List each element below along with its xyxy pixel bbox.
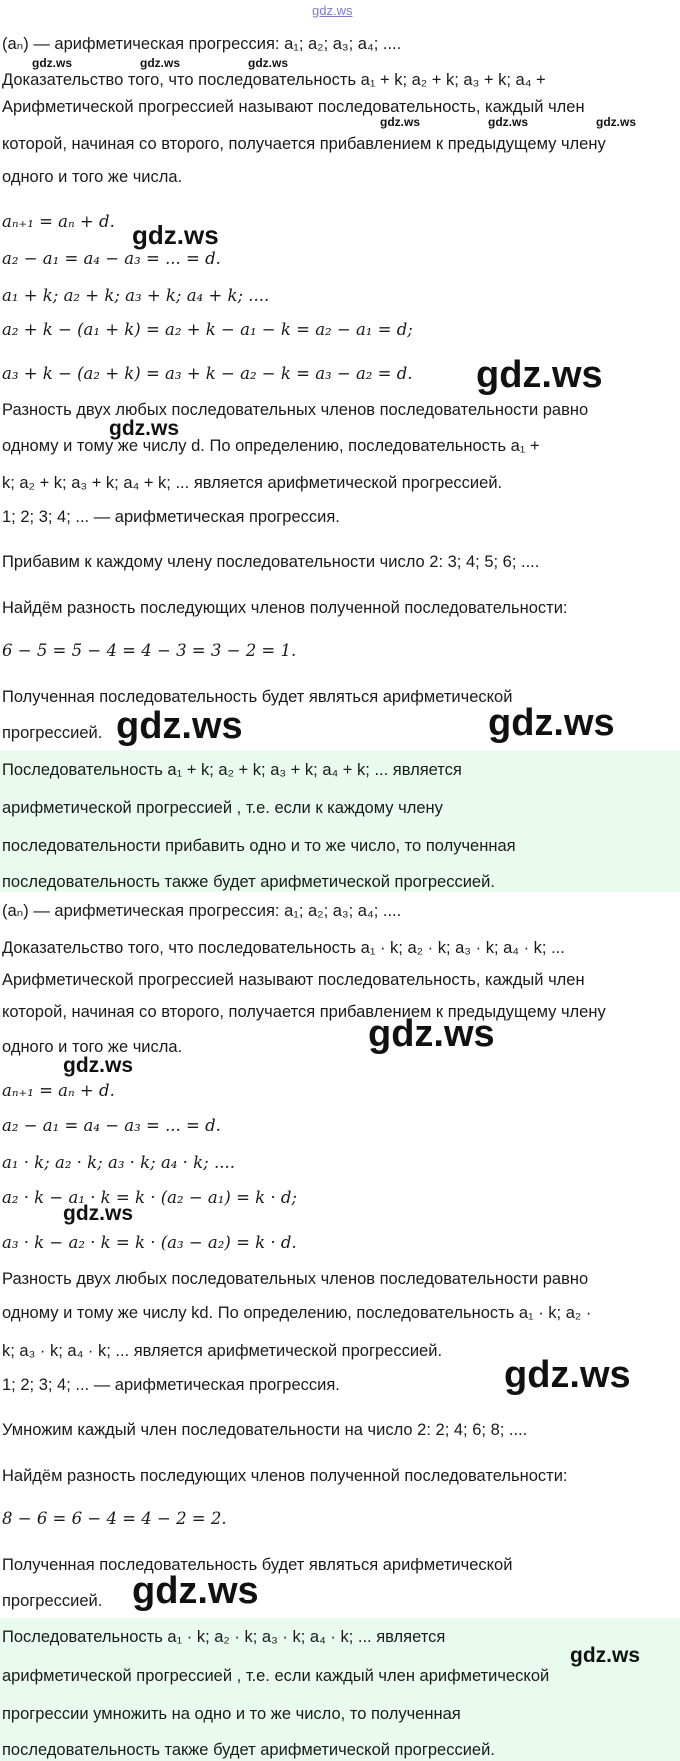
watermark-medium: gdz.ws [63,1054,134,1077]
watermark-large: gdz.ws [488,702,615,744]
watermark-small: gdz.ws [596,115,637,129]
watermark-large: gdz.ws [476,354,603,396]
part2-line-18: Полученная последовательность будет являться арифметической [2,1556,513,1574]
part2-line-16: Найдём разность последующих членов полученной последовательности: [2,1467,568,1485]
part2-formula-1: aₙ₊₁ = aₙ + d. [2,1081,115,1100]
part2-line-11: Разность двух любых последовательных членов последовательности равно [2,1270,589,1288]
part1-formula-3: a₁ + k; a₂ + k; a₃ + k; a₄ + k; .... [2,286,270,305]
watermark-medium: gdz.ws [570,1644,641,1667]
watermark-medium: gdz.ws [109,417,180,440]
part2-formula-4: a₂ · k − a₁ · k = k · (a₂ − a₁) = k · d; [2,1188,297,1207]
part2-conclusion-2: арифметической прогрессией , т.е. если каждый член арифметической [2,1667,550,1685]
part2-line-19: прогрессией. [2,1592,103,1610]
part2-line-15: Умножим каждый член последовательности на число 2: 2; 4; 6; 8; .... [2,1421,528,1439]
watermark-medium: gdz.ws [63,1202,134,1225]
watermark-small: gdz.ws [140,56,181,70]
watermark-large: gdz.ws [116,705,243,747]
watermark-top: gdz.ws [312,3,353,18]
part1-formula-4: a₂ + k − (a₁ + k) = a₂ + k − a₁ − k = a₂ − a₁ = d; [2,320,413,339]
part1-line-16: Найдём разность последующих членов полученной последовательности: [2,599,568,617]
part1-conclusion-2: арифметической прогрессией , т.е. если к каждому члену [2,799,443,817]
part2-formula-2: a₂ − a₁ = a₄ − a₃ = ... = d. [2,1116,221,1135]
part2-line-12: одному и тому же числу kd. По определению, последовательность a₁ · k; a₂ · [2,1304,592,1322]
part2-line-5: одного и того же числа. [2,1038,183,1056]
watermark-small: gdz.ws [380,115,421,129]
part2-line-1: (aₙ) — арифметическая прогрессия: a₁; a₂; a₃; a₄; .... [2,902,402,920]
part1-line-19: прогрессией. [2,724,103,742]
part1-conclusion-3: последовательности прибавить одно и то же число, то полученная [2,837,516,855]
part1-line-14: 1; 2; 3; 4; ... — арифметическая прогрессия. [2,508,340,526]
part1-line-18: Полученная последовательность будет являться арифметической [2,688,513,706]
watermark-small: gdz.ws [248,56,289,70]
watermark-small: gdz.ws [488,115,529,129]
part1-line-15: Прибавим к каждому члену последовательности число 2: 3; 4; 5; 6; .... [2,553,540,571]
part1-line-11: Разность двух любых последовательных членов последовательности равно [2,401,589,419]
part2-line-4: которой, начиная со второго, получается прибавлением к предыдущему члену [2,1003,606,1021]
part1-line-3: Арифметической прогрессией называют последовательность, каждый член [2,98,585,116]
part2-formula-6: 8 − 6 = 6 − 4 = 4 − 2 = 2. [2,1509,227,1528]
part2-conclusion-3: прогрессии умножить на одно и то же число, то полученная [2,1705,461,1723]
watermark-medium: gdz.ws [132,220,219,250]
part2-conclusion-1: Последовательность a₁ · k; a₂ · k; a₃ · k; a₄ · k; ... является [2,1628,446,1646]
part1-conclusion-4: последовательность также будет арифметической прогрессией. [2,873,495,891]
part1-line-5: одного и того же числа. [2,168,183,186]
part2-formula-5: a₃ · k − a₂ · k = k · (a₃ − a₂) = k · d. [2,1233,297,1252]
part1-line-1: (aₙ) — арифметическая прогрессия: a₁; a₂; a₃; a₄; .... [2,35,402,53]
part1-conclusion-1: Последовательность a₁ + k; a₂ + k; a₃ + k; a₄ + k; ... является [2,761,462,779]
part2-conclusion-4: последовательность также будет арифметической прогрессией. [2,1741,495,1759]
part2-formula-3: a₁ · k; a₂ · k; a₃ · k; a₄ · k; .... [2,1153,235,1172]
part1-line-2: Доказательство того, что последовательность a₁ + k; a₂ + k; a₃ + k; a₄ + [2,71,546,89]
part1-formula-1: aₙ₊₁ = aₙ + d. [2,212,115,231]
part1-formula-6: 6 − 5 = 5 − 4 = 4 − 3 = 3 − 2 = 1. [2,641,297,660]
watermark-large: gdz.ws [504,1354,631,1396]
part1-line-4: которой, начиная со второго, получается прибавлением к предыдущему члену [2,135,606,153]
watermark-small: gdz.ws [32,56,73,70]
part2-line-2: Доказательство того, что последовательность a₁ · k; a₂ · k; a₃ · k; a₄ · k; ... [2,939,565,957]
watermark-large: gdz.ws [132,1570,259,1612]
watermark-large: gdz.ws [368,1013,495,1055]
part2-line-3: Арифметической прогрессией называют последовательность, каждый член [2,971,585,989]
part1-line-13: k; a₂ + k; a₃ + k; a₄ + k; ... является арифметической прогрессией. [2,474,503,492]
part1-formula-2: a₂ − a₁ = a₄ − a₃ = ... = d. [2,249,221,268]
part2-line-13: k; a₃ · k; a₄ · k; ... является арифметической прогрессией. [2,1342,443,1360]
part1-formula-5: a₃ + k − (a₂ + k) = a₃ + k − a₂ − k = a₃ − a₂ = d. [2,364,413,383]
part1-line-12: одному и тому же числу d. По определению, последовательность a₁ + [2,437,540,455]
part2-line-14: 1; 2; 3; 4; ... — арифметическая прогрессия. [2,1376,340,1394]
